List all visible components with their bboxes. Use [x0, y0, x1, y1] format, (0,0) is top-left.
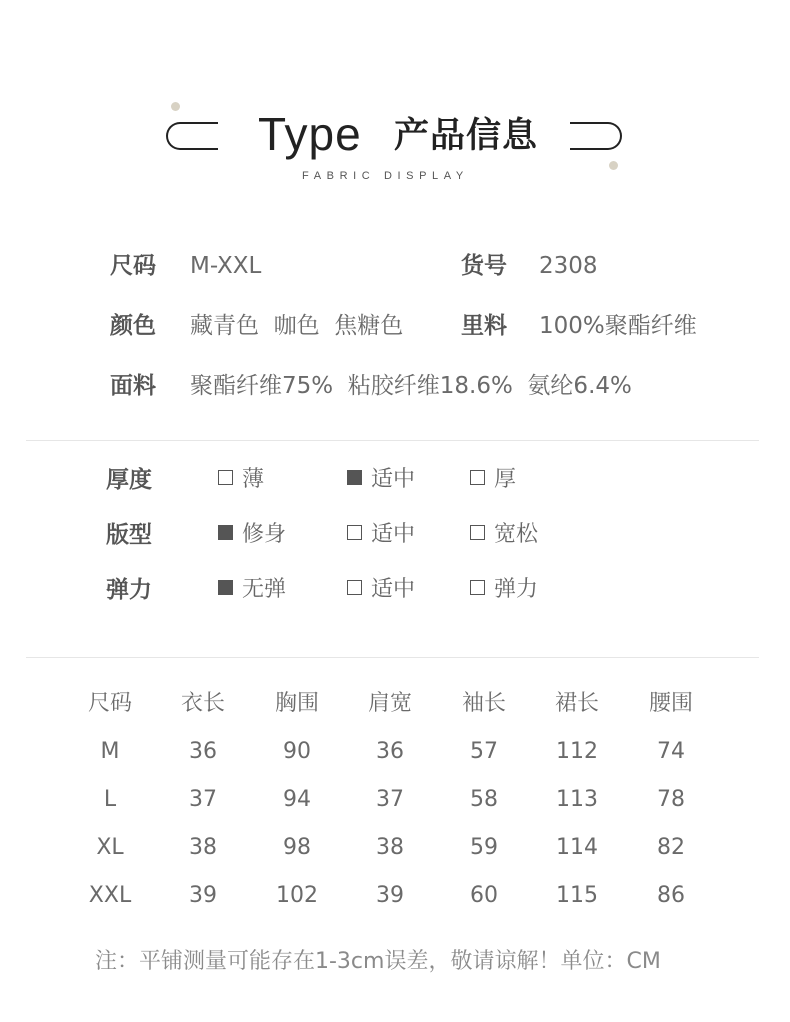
table-cell: 36: [376, 739, 404, 764]
fit-label: 版型: [106, 522, 152, 548]
table-cell: 86: [657, 883, 685, 908]
elasticity-label: 弹力: [106, 577, 152, 603]
table-header-cell: 裙长: [554, 691, 599, 716]
table-row-size: XL: [96, 835, 124, 860]
table-cell: 37: [189, 787, 217, 812]
fit-option[interactable]: [218, 521, 286, 549]
right-bracket-decoration: [570, 122, 622, 150]
elasticity-option-label: 适中: [371, 577, 416, 602]
table-cell: 38: [189, 835, 217, 860]
table-header-cell: 胸围: [274, 691, 319, 716]
thickness-option-label: 厚: [494, 467, 517, 492]
thickness-option[interactable]: [470, 466, 516, 494]
table-header-cell: 衣长: [180, 691, 225, 716]
fit-option-label: 宽松: [494, 522, 539, 547]
table-cell: 82: [657, 835, 685, 860]
item-no-value: 2308: [539, 253, 598, 279]
color-label: 颜色: [110, 313, 156, 339]
table-cell: 102: [276, 883, 318, 908]
table-header-cell: 袖长: [461, 691, 506, 716]
table-cell: 59: [470, 835, 498, 860]
table-header-cell: 腰围: [648, 691, 693, 716]
table-cell: 58: [470, 787, 498, 812]
fit-option[interactable]: [347, 521, 415, 549]
table-cell: 57: [470, 739, 498, 764]
table-cell: 39: [189, 883, 217, 908]
subtitle: FABRIC DISPLAY: [302, 170, 469, 182]
table-cell: 36: [189, 739, 217, 764]
title-chinese: 产品信息: [394, 116, 539, 156]
size-value: M-XXL: [190, 253, 262, 279]
unchecked-box-icon[interactable]: [347, 580, 362, 595]
table-header-cell: 肩宽: [367, 691, 412, 716]
table-cell: 115: [556, 883, 598, 908]
title-english: Type: [258, 108, 362, 160]
lining-label: 里料: [461, 313, 507, 339]
table-cell: 78: [657, 787, 685, 812]
thickness-option[interactable]: [347, 466, 415, 494]
elasticity-option[interactable]: [347, 576, 415, 604]
thickness-option[interactable]: [218, 466, 264, 494]
checked-box-icon[interactable]: [218, 580, 233, 595]
measurement-note: 注：平铺测量可能存在1-3cm误差，敬请谅解！单位：CM: [95, 949, 661, 974]
unchecked-box-icon[interactable]: [470, 580, 485, 595]
unchecked-box-icon[interactable]: [218, 470, 233, 485]
table-cell: 113: [556, 787, 598, 812]
elasticity-option-label: 无弹: [242, 577, 287, 602]
unchecked-box-icon[interactable]: [470, 525, 485, 540]
checked-box-icon[interactable]: [347, 470, 362, 485]
table-row-size: L: [103, 787, 117, 812]
decor-dot-top: [171, 102, 180, 111]
table-cell: 98: [283, 835, 311, 860]
table-header-cell: 尺码: [87, 691, 132, 716]
table-cell: 90: [283, 739, 311, 764]
left-bracket-decoration: [166, 122, 218, 150]
table-cell: 39: [376, 883, 404, 908]
thickness-label: 厚度: [106, 467, 152, 493]
fabric-label: 面料: [110, 373, 156, 399]
elasticity-option[interactable]: [218, 576, 286, 604]
table-cell: 94: [283, 787, 311, 812]
elasticity-option-label: 弹力: [494, 577, 539, 602]
table-cell: 74: [657, 739, 685, 764]
table-cell: 112: [556, 739, 598, 764]
divider-top: [26, 440, 759, 441]
table-row-size: XXL: [88, 883, 132, 908]
elasticity-option[interactable]: [470, 576, 538, 604]
unchecked-box-icon[interactable]: [347, 525, 362, 540]
unchecked-box-icon[interactable]: [470, 470, 485, 485]
table-cell: 114: [556, 835, 598, 860]
divider-bottom: [26, 657, 759, 658]
table-cell: 60: [470, 883, 498, 908]
table-cell: 37: [376, 787, 404, 812]
color-value: 藏青色 咖色 焦糖色: [190, 313, 404, 339]
table-row-size: M: [100, 739, 120, 764]
checked-box-icon[interactable]: [218, 525, 233, 540]
table-cell: 38: [376, 835, 404, 860]
item-no-label: 货号: [461, 253, 507, 279]
thickness-option-label: 薄: [242, 467, 265, 492]
fabric-value: 聚酯纤维75% 粘胶纤维18.6% 氨纶6.4%: [190, 373, 632, 399]
thickness-option-label: 适中: [371, 467, 416, 492]
size-label: 尺码: [110, 253, 156, 279]
decor-dot-bottom: [609, 161, 618, 170]
fit-option-label: 适中: [371, 522, 416, 547]
fit-option-label: 修身: [242, 522, 287, 547]
fit-option[interactable]: [470, 521, 538, 549]
lining-value: 100%聚酯纤维: [539, 313, 697, 339]
